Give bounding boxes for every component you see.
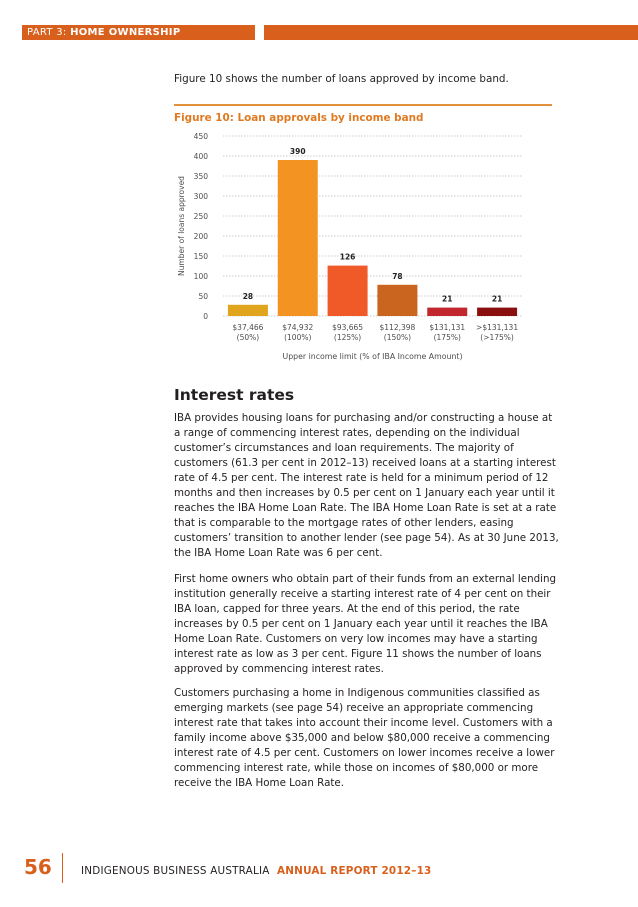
x-tick-label: >$131,131 [476,323,519,332]
header-accent-bar [264,25,638,40]
y-tick-label: 300 [193,192,208,201]
y-tick-label: 350 [193,172,208,181]
y-axis-ticks [194,132,209,321]
y-axis-label: Number of loans approved [177,176,186,276]
x-tick-label: (175%) [433,333,461,342]
x-tick-label: $37,466 [232,323,264,332]
x-axis-ticks [232,323,518,342]
x-tick-label: $74,932 [282,323,314,332]
x-tick-label: (125%) [333,333,362,342]
bar [228,305,268,316]
paragraph-2: First home owners who obtain part of their funds from an external lending institution generally receive a starting interest rate of 4 per cent on their IBA loan, capped for three years. At the end of this period, the rate increases by 0.5 per cent on 1 January each year until it reaches the IBA Home Loan Rate. Customers on very low incomes may have a starting interest rate as low as 3 per cent. Figure 11 shows the number of loans approved by commencing interest rates. [174,573,557,675]
intro-text: Figure 10 shows the number of loans approved by income band. [174,73,509,85]
page-number: 56 [24,855,52,879]
paragraph-1: IBA provides housing loans for purchasing and/or constructing a house at a range of commencing interest rates, depending on the individual customer’s circumstances and loan requirements. The majority of customers (61.3 per cent in 2012–13) received loans at a starting interest rate of 4.5 per cent. The interest rate is held for a minimum period of 12 months and then increases by 0.5 per cent on 1 January each year until it reaches the IBA Home Loan Rate. The IBA Home Loan Rate is set at a rate that is comparable to the mortgage rates of other lenders, easing customers’ transition to another lender (see page 54). As at 30 June 2013, the IBA Home Loan Rate was 6 per cent. [174,412,559,559]
part-label [27,27,180,38]
footer-report-title: ANNUAL REPORT 2012–13 [277,865,432,877]
chart-grid [223,136,522,316]
y-tick-label: 450 [193,132,208,141]
part-header-bar [22,25,255,40]
loan-approvals-chart [170,126,560,366]
figure-title: Figure 10: Loan approvals by income band [174,112,424,124]
bar [427,308,467,316]
x-tick-label: (100%) [284,333,312,342]
bar-value-label: 126 [339,252,356,262]
y-tick-label: 0 [203,312,208,321]
x-axis-label: Upper income limit (% of IBA Income Amount) [282,352,463,361]
x-tick-label: (50%) [236,333,260,342]
y-tick-label: 250 [193,212,208,221]
bar-value-label: 78 [392,271,403,281]
part-title: HOME OWNERSHIP [70,27,181,38]
section-heading: Interest rates [174,386,295,404]
x-tick-label: (>175%) [480,333,514,342]
footer-divider [62,853,63,883]
bar [477,308,517,316]
x-tick-label: $112,398 [379,323,416,332]
y-tick-label: 100 [193,272,208,281]
y-tick-label: 50 [198,292,208,301]
bar [328,266,368,316]
y-tick-label: 150 [193,252,208,261]
bar [377,285,417,316]
footer-organisation: INDIGENOUS BUSINESS AUSTRALIA [81,865,270,877]
part-prefix: PART 3: [27,27,67,38]
x-tick-label: $93,665 [332,323,364,332]
bar [278,160,318,316]
footer [81,865,431,877]
y-tick-label: 200 [193,232,208,241]
bar-value-label: 28 [242,291,254,301]
chart-bars [228,160,517,316]
bar-value-label: 21 [442,294,453,304]
bar-value-label: 390 [289,147,306,156]
figure-rule [174,104,552,106]
bar-value-label: 21 [491,294,503,304]
paragraph-3: Customers purchasing a home in Indigenous communities classified as emerging markets (see page 54) receive an appropriate commencing interest rate that takes into account their income level. Customers with a family income above $35,000 and below $80,000 receive a commencing interest rate of 4.5 per cent. Customers on lower incomes receive a lower commencing interest rate, while those on incomes of $80,000 or more receive the IBA Home Loan Rate. [174,687,555,789]
x-tick-label: (150%) [383,333,412,342]
x-tick-label: $131,131 [429,323,466,332]
y-tick-label: 400 [193,152,208,161]
